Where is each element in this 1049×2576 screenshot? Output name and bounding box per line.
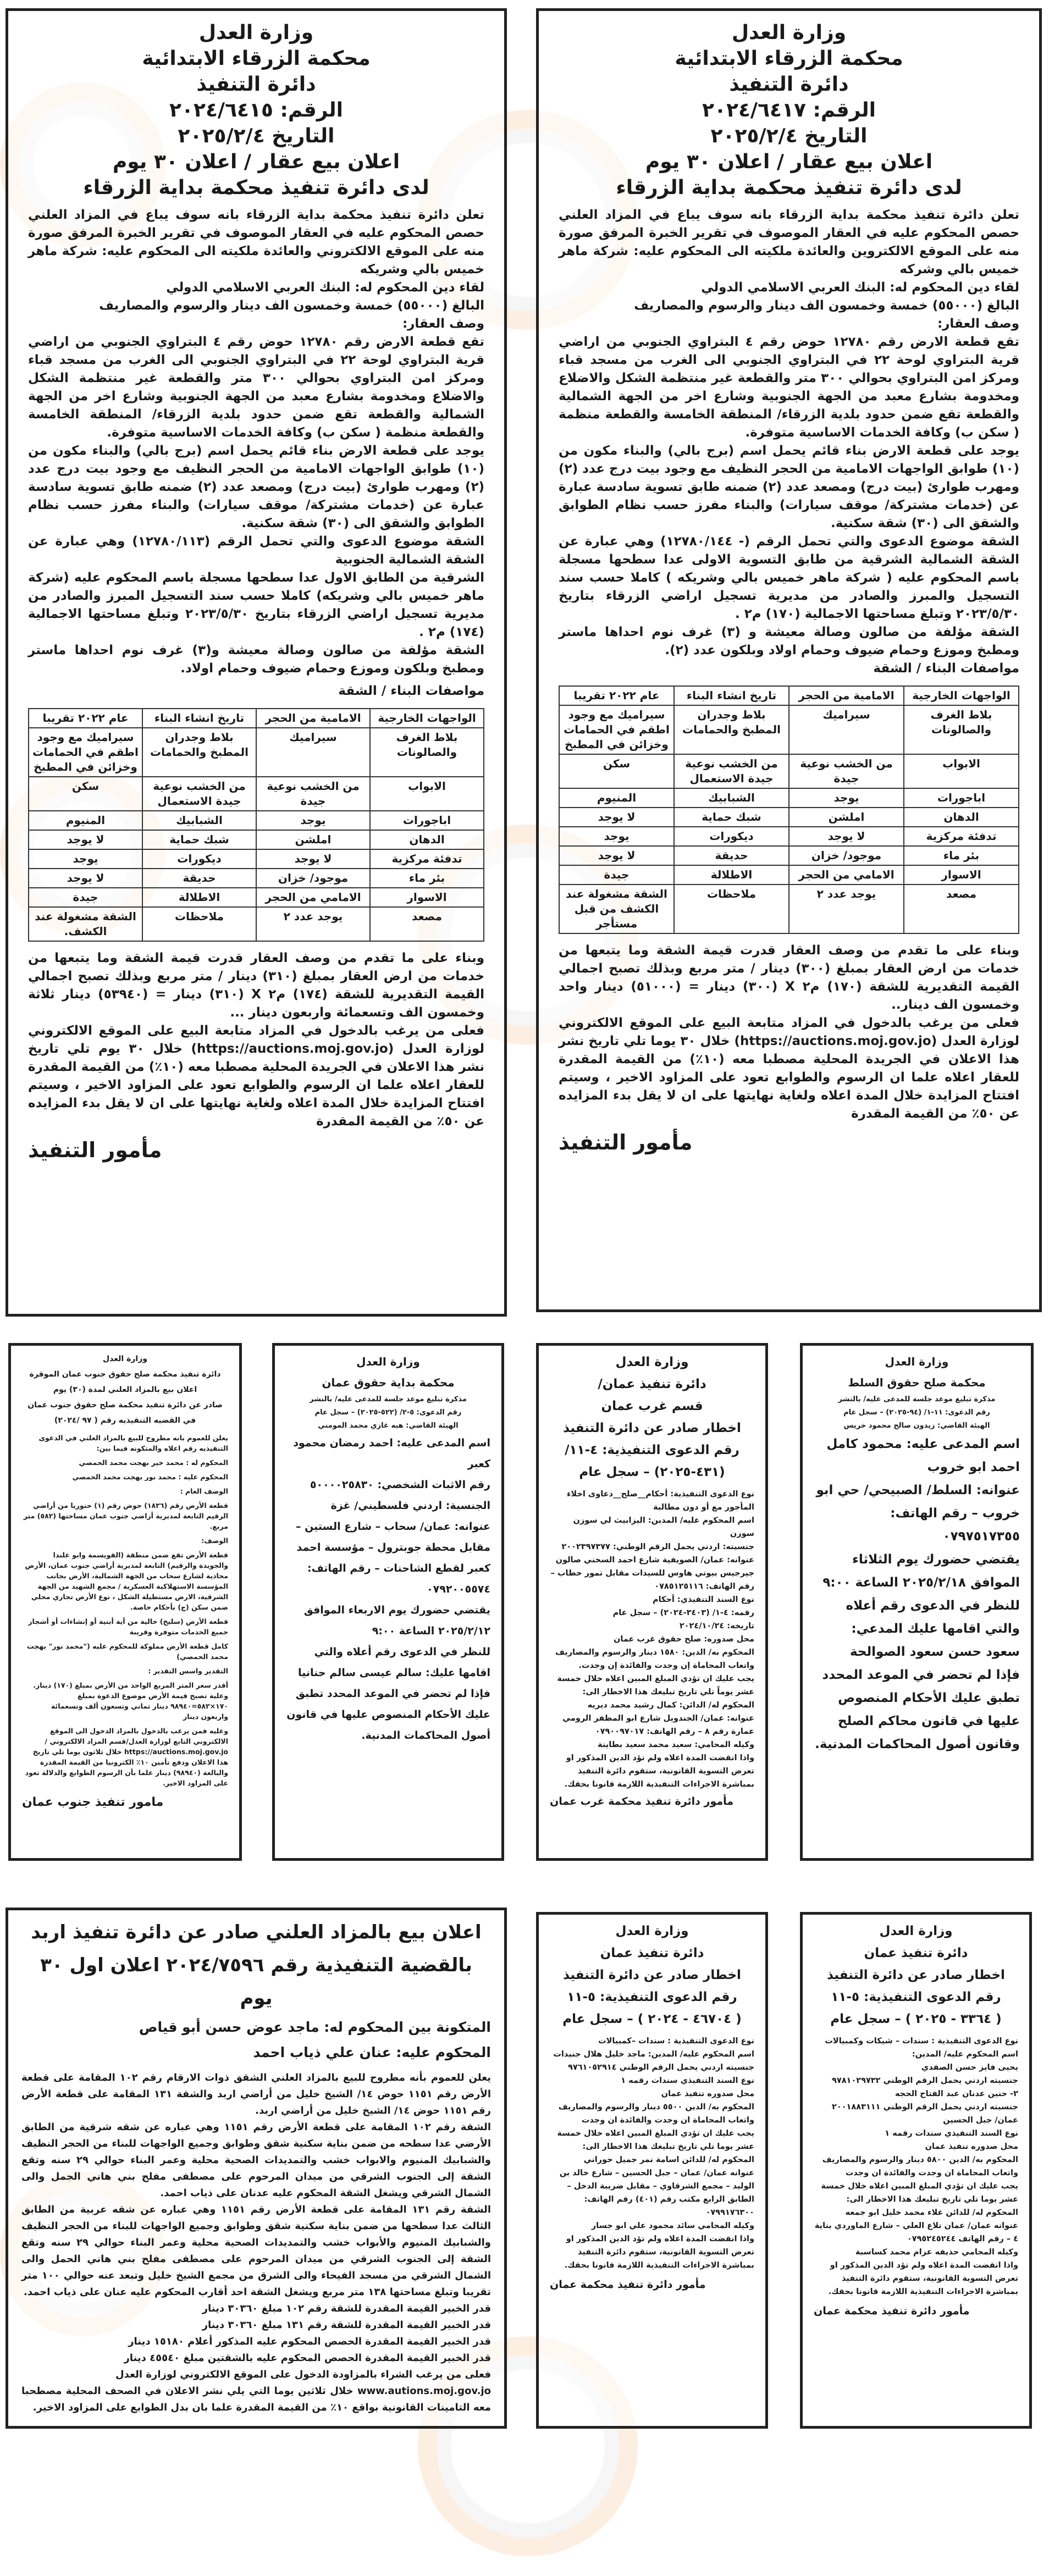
body-paragraphs	[22, 1433, 228, 1792]
body-paragraph: عنوانه عمان/ عمان – جبل الحسين – شارع خالد بن الوليد – مجمع الشرقاوي – مقابل ضريبة الدخل – الطابق الرابع مكتب رقم (٤٠١) رقم الهاتف: ٠٧٩٩١٧٦٣٠٠	[559, 2169, 754, 2217]
table-cell: املشن	[789, 808, 904, 827]
header-line: دائرة تنفيذ محكمة صلح حقوق جنوب عمان الموقرة	[29, 1370, 221, 1379]
body-paragraph: نوع الدعوى التنفيذية : سندات – شيكات وكمبيالات	[825, 2037, 1018, 2046]
body-paragraphs	[21, 2070, 491, 2416]
table-cell: الواجهات الخارجية	[370, 709, 484, 728]
header-line: محكمة صلح حقوق السلط	[848, 1376, 986, 1389]
body-paragraph: المحكوم عليه : محمد نور بهجت محمد الحمصي	[72, 1473, 228, 1481]
party-lines	[21, 2015, 491, 2065]
header-line: الرقم: ٢٠٢٤/٦٤١٧	[702, 99, 876, 121]
table-cell: من الخشب نوعية جيدة الاستعمال	[142, 777, 256, 811]
table-cell: شبك حماية	[674, 808, 789, 827]
signature: مامور تنفيذ جنوب عمان	[22, 1795, 164, 1809]
spec-title: مواصفات البناء / الشقة	[338, 684, 484, 698]
body-paragraph: عنوانه: عمان/ الجندويل شارع ابو المظفر الرومي عمارة رقم ٨ – رقم الهاتف: ٠٧٩٠٠٩٧٠١٧	[562, 1714, 754, 1736]
table-cell: الشبابيك	[674, 788, 789, 808]
table-cell: سكن	[29, 777, 142, 811]
table-cell: لا يوجد	[789, 827, 904, 846]
body-paragraph: وعليه فمن يرغب بالدخول بالمزاد الدخول الى الموقع الالكتروني التابع لوزارة العدل/قسم المزاد الالكتروني / https://auctions.moj.gov.jo خلال ثلاثون يوما تلي تاريخ هذا الاعلان ودفع تأمين ١٠٪ الكترونيا من القيمة المقدرة والبالغة (٩٨٩٤٠) دينار علما بأن الرسوم الطوابع والدلالة تعود على المزاود الاخير.	[25, 1727, 228, 1787]
table-cell: الاسوار	[370, 888, 484, 907]
body-paragraph: قطعة الأرض رقم (١٨٢٦) حوض رقم (١) حنوريا من أراضي الرقيم التابعة لمديرية أراضي جنوب عمان مساحتها (٥٨٢) متر مربع.	[23, 1501, 228, 1530]
table-row	[559, 846, 1019, 865]
table-row	[559, 808, 1019, 827]
header-line: الرقم: ٢٠٢٤/٦٤١٥	[169, 99, 343, 121]
body-paragraph: الشقة رقم ١٣١ المقامة على قطعة الأرض رقم ١١٥١ وهي عباره عن شقه عربية من الطابق الثالث عدا سطحها من ضمن بناية سكنية شقق وطوابق وجميع الواجهات للبناء من الحجر النظيف والشبابيك المنيوم والأبواب خشب والتمديدات الصحية محلية وعمر البناء حوالي ٢٩ سنه وتقع الشقة إلى الجنوب الشرقي من ميدان المرحوم على مصطفى مفلح بني هاني الحمل والى الشمال الشرقي من مسجد الفيحاء والى الشرق من مجمع الشيخ خليل وتبعد عنه حوالي ١٠٠ متر تقريبا وتبلغ مساحتها ١٣٨ متر مربع ويشغل الشقة احد أقارب المحكوم عليه عنان على ذياب احمد.	[21, 2204, 491, 2298]
body-paragraph: لقاء دين المحكوم له: البنك العربي الاسلامي الدولي	[166, 280, 484, 295]
body-paragraph: عنوانه: السلط/ الصبيحي/ حي ابو خروب – رقم الهاتف: ٠٧٩٧٥١٧٣٥٥	[816, 1483, 1020, 1544]
ad-south-amman	[8, 1343, 242, 1861]
header-line: اعلان بيع عقار / اعلان ٣٠ يوم	[112, 151, 400, 173]
body-paragraph: لقاء دين المحكوم له: البنك العربي الاسلامي الدولي	[701, 280, 1019, 295]
table-cell: سكن	[559, 754, 674, 788]
body-paragraph: قدر الخبير القيمة المقدرة للشقة رقم ١٠٢ مبلغ ٣٠٣٦٠ دينار	[202, 2303, 491, 2314]
header-line: اعلان بيع بالمزاد العلني لمدة (٣٠) يوم	[53, 1385, 197, 1394]
header-lines	[814, 1351, 1020, 1393]
table-row	[559, 686, 1019, 705]
body-paragraph: فإذا لم تحضر في الموعد المحدد تطبق عليك الأحكام المنصوص عليها في قانون أصول المحاكمات المدنية.	[286, 1688, 490, 1742]
header-line: دائرة تنفيذ عمان	[600, 1946, 704, 1960]
table-cell: بلاط الغرف والصالونات	[904, 705, 1019, 754]
ad-amman-3364	[800, 1912, 1032, 2429]
table-row	[29, 849, 484, 869]
table-cell: جيدة	[559, 865, 674, 885]
table-cell: الاطلالة	[674, 865, 789, 885]
body-paragraphs	[286, 1433, 490, 1746]
body-paragraphs	[814, 1433, 1020, 1756]
body-paragraph: الوصف العام :	[180, 1487, 228, 1495]
header-line: ( ٤٦٧٠٤ - ٢٠٢٤ ) – سجل عام	[562, 2012, 742, 2026]
table-cell: تاريخ انشاء البناء	[674, 686, 789, 705]
body-paragraph: الشرقية من الطابق الاول عدا سطحها مسجلة باسم المحكوم عليه (شركة ماهر خميس بالي وشريكه) كاملا حسب سند التسجيل المبرز والصادر من مديرية تسجيل اراضي الزرقاء بتاريخ ٢٠٢٣/٥/٣٠ وتبلغ مساحتها الاجمالية (١٧٤) م٢ .	[28, 571, 485, 639]
body-paragraph: المحكوم له/ الدائن: كمال رشيد محمد ديريه	[587, 1701, 754, 1710]
table-cell: لا يوجد	[256, 849, 370, 869]
intro-line: الهيئة القاضي: هبه غازي محمد المومني	[318, 1422, 459, 1430]
closing-paragraphs	[28, 949, 484, 1131]
body-paragraph: تقع قطعة الارض رقم ١٢٧٨٠ حوض رقم ٤ البتراوي الجنوبي من اراضي قرية البتراوي لوحة ٢٢ في البتراوي الجنوبي الى الغرب من مسجد قباء ومركز امن البتراوي بحوالي ٣٠٠ متر والقطعة غير منتظمة الشكل والاضلاع ومخدومة بشارع معبد من الجهة الجنوبية وشارع اخر من الجهة الشمالية والقطعة تقع ضمن حدود بلدية الزرقاء/ المنطقة الخامسة والقطعة منظمة ( سكن ب) وكافة الخدمات الاساسية متوفرة.	[28, 335, 484, 440]
table-cell: الاسوار	[904, 865, 1019, 885]
table-cell: اباجورات	[370, 811, 484, 830]
body-paragraphs	[550, 2035, 754, 2272]
body-paragraphs	[559, 206, 1019, 660]
body-paragraph: الشقة موضوع الدعوى والتي تحمل الرقم (- ١٢٧٨٠/١٤٤) وهي عبارة عن الشقة الشمالية الشرقية من طابق التسوية الاولى عدا سطحها مسجلة باسم المحكوم عليه ( شركة ماهر خميس بالي وشريكه ) كاملا حسب سند التسجيل والمبرز والصادر من مديرية تسجيل اراضي الزرقاء بتاريخ ٢٠٢٣/٥/٣٠ وتبلغ مساحتها الاجمالية (١٧٠) م٢ .	[559, 534, 1019, 621]
body-paragraph: الجنسية: اردني فلسطيني/ غزة	[330, 1500, 490, 1512]
header-line: اعلان بيع بالمزاد العلني صادر عن دائرة تنفيذ اربد	[31, 1921, 482, 1943]
table-row	[29, 869, 484, 888]
body-paragraph: ٢- حنين عدنان عبد الفتاح الحجه	[895, 2089, 1018, 2098]
intro-line: الهيئة القاضي: زيدون صالح محمود خريس	[843, 1422, 990, 1430]
signature: مأمور دائرة تنفيذ محكمة عمان	[550, 2279, 706, 2291]
closing-paragraphs	[559, 942, 1019, 1123]
table-cell: تدفئة مركزية	[904, 827, 1019, 846]
header-line: اخطار صادر عن دائرة التنفيذ	[827, 1968, 1005, 1982]
table-cell: عام ٢٠٢٢ تقريبا	[559, 686, 674, 705]
header-line: اعلان بيع عقار / اعلان ٣٠ يوم	[645, 151, 933, 173]
table-row	[29, 811, 484, 830]
header-line: اخطار صادر عن دائرة التنفيذ	[563, 1421, 741, 1435]
table-cell: الامامي من الحجر	[256, 888, 370, 907]
ad-zarqa-6415	[5, 8, 507, 1317]
table-row	[29, 777, 484, 811]
body-paragraph: قدر الخبير القيمة المقدرة الحصص المحكوم عليه بالشقتين مبلغ ٤٥٥٤٠ دينار	[124, 2352, 491, 2364]
table-cell: يوجد	[29, 849, 142, 869]
table-cell: بلاط وجدران المطبخ والحمامات	[674, 705, 789, 754]
table-row	[29, 830, 484, 849]
header-line: وزارة العدل	[885, 1355, 949, 1368]
body-paragraph: محل صدوره: صلح حقوق غرب عمان	[614, 1635, 754, 1644]
header-lines	[550, 1920, 754, 2030]
table-row	[559, 788, 1019, 808]
body-paragraph: فعلى من يرغب الشراء بالمزاودة الدخول على الموقع الالكتروني لوزارة العدل	[115, 2369, 491, 2380]
table-cell: الدهان	[904, 808, 1019, 827]
table-cell: المنيوم	[559, 788, 674, 808]
table-cell: لا يوجد	[29, 830, 142, 849]
table-cell: يوجد	[789, 788, 904, 808]
header-line: وزارة العدل	[103, 1355, 147, 1363]
body-paragraph: تقع قطعة الارض رقم ١٢٧٨٠ حوض رقم ٤ البتراوي الجنوبي من اراضي قرية البتراوي لوحة ٢٢ في البتراوي الجنوبي الى الغرب من مسجد قباء ومركز امن البتراوي بحوالي ٣٠٠ متر والقطعة غير منتظمة الشكل والاضلاع ومخدومة بشارع معبد من الجهة الجنوبية وشارع اخر من الجهة الشمالية والقطعة تقع ضمن حدود بلدية الزرقاء/ المنطقة الخامسة والقطعة منظمة ( سكن ب) وكافة الخدمات الاساسية متوفرة.	[559, 335, 1019, 440]
table-row	[559, 865, 1019, 885]
body-paragraph: اسم المحكوم عليه/ المدين: ماجد خليل هلال جنيدات	[553, 2050, 754, 2059]
table-cell: الابواب	[904, 754, 1019, 788]
body-paragraph: يوجد على قطعة الارض بناء قائم يحمل اسم (برج بالي) والبناء مكون من (١٠) طوابق الواجهات الامامية من الحجر النظيف مع وجود بيت درج عدد (٢) ومهرب طوارئ (بيت درج) ومصعد عدد (٢) ضمنه طابق تسوية سادسة عبارة عن (خدمات مشتركة/ موقف سيارات) والبناء مفرز حسب نظام الطوابق والشقق الى (٣٠) شقة سكنية.	[559, 444, 1019, 530]
body-paragraph: نوع الدعوى التنفيذية: أحكام__صلح__دعاوى اخلاء المأجور مع أو دون مطالبة	[567, 1490, 754, 1512]
header-line: دائرة التنفيذ	[729, 73, 849, 96]
body-paragraph: جنسيته: اردني يحمل الرقم الوطني: ٢٠٠٢٣٩٧٣٧٧	[561, 1543, 754, 1551]
body-paragraph: واذا انقضت المدة اعلاه ولم تؤد الدين المذكور او تعرض التسوية القانونية، ستقوم دائرة التنفيذ بمباشرة الاجراءات التنفيذية اللازمة قانونا بحقك.	[564, 2235, 754, 2270]
signature: مأمور التنفيذ	[28, 1138, 162, 1162]
body-paragraph: تعلن دائرة تنفيذ محكمة بداية الزرقاء بانه سوف يباع في المزاد العلني حصص المحكوم عليه في العقار الموصوف في تقرير الخبرة المرفق صورة منه على الموقع الالكتروين والعائدة ملكيته الى المحكوم عليه: شركة ماهر خميس بالي وشركه	[559, 208, 1019, 277]
body-paragraph: اسم المدعى عليه: محمود كامل احمد ابو خروب	[826, 1437, 1020, 1474]
header-line: وزارة العدل	[198, 21, 314, 44]
spec-title: مواصفات البناء / الشقة	[873, 661, 1019, 676]
header-line: بالقضية التنفيذية رقم ٢٠٢٤/٧٥٩٦ اعلان اول ٣٠ يوم	[40, 1954, 472, 2009]
table-cell: ديكورات	[142, 849, 256, 869]
body-paragraph: الوصف:	[201, 1536, 228, 1545]
table-row	[559, 827, 1019, 846]
body-paragraph: يقتضي حضورك يوم الاربعاء الموافق ٢٠٢٥/٢/١٢ الساعة ٩:٠٠	[303, 1604, 490, 1637]
body-paragraph: وصف العقار:	[402, 317, 484, 331]
header-line: وزارة العدل	[615, 1924, 689, 1938]
intro-line: مذكرة تبليغ موعد جلسة للمدعى عليه/ بالنشر	[838, 1395, 996, 1403]
table-cell: مصعد	[370, 907, 484, 941]
header-line: وزارة العدل	[879, 1924, 953, 1938]
header-line: وزارة العدل	[615, 1355, 689, 1369]
table-cell: الشبابيك	[142, 811, 256, 830]
header-line: وزارة العدل	[731, 21, 847, 44]
header-line: لدى دائرة تنفيذ محكمة بداية الزرقاء	[616, 176, 962, 199]
closing-paragraph: وبناء على ما تقدم من وصف العقار قدرت قيمة الشقة وما يتبعها من خدمات من ارض العقار بمبلغ (٣١٠) دينار / متر مربع وبذلك تصبح اجمالي القيمة التقديرية للشقة (١٧٤) م٢ X (٣١٠) دينار = (٥٣٩٤٠) دينار ثلاثة وخمسون الف وتسعمائة واربعون دينار ...	[28, 951, 484, 1020]
body-paragraph: جنسيته اردني يحمل الرقم الوطني ٩٧٦١٠٥٢٩١٤	[568, 2063, 754, 2072]
body-paragraphs	[550, 1488, 754, 1791]
table-cell: الامامية من الحجر	[256, 709, 370, 728]
table-cell: موجود/ خزان	[789, 846, 904, 865]
signature: مأمور دائرة تنفيذ محكمة غرب عمان	[550, 1795, 734, 1807]
body-paragraph: اسم المحكوم عليه/ المدين: اليزابيث لي سوزن سوزن	[573, 1516, 754, 1538]
intro-line: رقم الدعوى: ١١-١/ (٩٤-٢٠٢٥) – سجل عام	[843, 1408, 990, 1417]
table-cell: من الخشب نوعية جيدة الاستعمال	[674, 754, 789, 788]
body-paragraph: الشقة رقم ١٠٢ المقامة على قطعة الأرض رقم ١١٥١ وهي عباره عن شقه شرقية من الطابق الأرضي عدا سطحه من ضمن بناية سكنية شقق وطوابق وجميع الواجهات للبناء من الحجر النظيف والشبابيك المنيوم والابواب خشب والتمديدات الصحية محلية وعمر البناء حوالي ٢٩ سنه وتقع الشقة إلى الجنوب الشرقي من ميدان المرحوم على مصطفى مفلح بني هاني الجمل والى الشمال الشرقي ويشغل الشقة المحكوم عليه عدنان على ذياب احمد.	[21, 2121, 491, 2199]
table-cell: موجود/ خزان	[256, 869, 370, 888]
header-line: اخطار صادر عن دائرة التنفيذ	[563, 1968, 741, 1982]
intro-lines	[286, 1393, 490, 1433]
body-paragraph: عنوانه: عمان/ سحاب – شارع الستين – مقابل محطة جوبترول – مؤسسة احمد كعبر لقطع الشاحنات – رقم الهاتف: ٠٧٩٢٠٠٥٥٧٤	[295, 1521, 490, 1595]
header-line: محكمة الزرقاء الابتدائية	[142, 47, 371, 70]
body-paragraph: تاريخه: ٢٠٢٤/١٠/٢٤	[679, 1622, 754, 1630]
specs-table	[28, 708, 484, 942]
closing-paragraph: فعلى من يرغب بالدخول في المزاد متابعة البيع على الموقع الالكتروني لوزارة العدل (https://auctions.moj.gov.jo) خلال ٣٠ يوم تلي تاريخ نشر هذا الاعلان في الجريدة المحلية مصطبا معه (١٠٪) من القيمة المقدرة للعقار اعلاه علما ان الرسوم والطوابع تعود على المزاود الاخير ، وسيتم افتتاح المزايدة خلال المدة اعلاه ولغاية نهايتها على ان لا يقل بدء المزايده عن ٥٠٪ من القيمة المقدرة	[28, 1024, 484, 1129]
body-paragraph: محل صدوره تنفيذ عمان	[661, 2089, 754, 2098]
body-paragraph: اسم المدعى عليه: احمد رمضان محمود كعبر	[293, 1437, 490, 1470]
body-paragraphs	[814, 2035, 1018, 2298]
table-cell: ملاحظات	[674, 885, 789, 933]
header-line: محكمة الزرقاء الابتدائية	[675, 47, 903, 70]
table-cell: بلاط الغرف والصالونات	[370, 728, 484, 777]
body-paragraph: للنظر في الدعوى رقم أعلاه والتي اقامها عليك: سالم عيسى سالم حنانيا	[298, 1646, 490, 1679]
table-cell: الاطلالة	[142, 888, 256, 907]
body-paragraph: يجب عليك ان تؤدي المبلغ المبين اعلاه خلال خمسة عشر يوما تلي تاريخ تبليغك هذا الاخطار الى:	[821, 2182, 1018, 2204]
body-paragraph: وكيله المحامي: سعيد محمد سعيد بطاينة	[598, 1740, 754, 1749]
table-row	[29, 728, 484, 777]
header-lines	[286, 1351, 490, 1393]
table-cell: اباجورات	[904, 788, 1019, 808]
table-row	[559, 885, 1019, 933]
header-line: دائرة تنفيذ عمان	[864, 1946, 968, 1960]
table-cell: عام ٢٠٢٢ تقريبا	[29, 709, 142, 728]
intro-line: رقم الدعوى: ٥-٢/ (٥٢٢-٢٠٢٥) – سجل عام	[314, 1408, 462, 1417]
table-cell: من الخشب نوعية جيدة	[789, 754, 904, 788]
table-cell: من الخشب نوعية جيدة	[256, 777, 370, 811]
table-cell: سيراميك	[256, 728, 370, 777]
ad-salt-court	[800, 1343, 1034, 1861]
body-paragraph: اسم المحكوم عليه/ المدين:	[912, 2050, 1018, 2059]
table-cell: بئر ماء	[904, 846, 1019, 865]
body-paragraph: أقدر سعر المتر المربع الواحد من الأرض بمبلغ (١٧٠) دينار. وعلية تصبح قيمة الأرض موضوع الدعوة بمبلغ ١٧٠×٥٨٢=٩٨٩٤٠ دينار ثماني وتسعون ألف وتسعمائة واربعون دينار	[33, 1681, 228, 1721]
table-cell: سيراميك	[789, 705, 904, 754]
ad-zarqa-6417	[536, 8, 1042, 1312]
body-paragraph: نوع السند التنفيذي سندات رقمه ١	[621, 2076, 754, 2085]
table-cell: لا يوجد	[559, 808, 674, 827]
body-paragraph: فإذا لم تحضر في الموعد المحدد تطبق عليك الأحكام المنصوص عليها في قانون محاكم الصلح وقانون أصول المحاكمات المدنية.	[815, 1668, 1020, 1751]
header-line: (٤٣١-٢٠٢٥) – سجل عام	[579, 1465, 725, 1479]
body-paragraph: المحكوم له : محمد خير بهجت محمد الحمصي	[79, 1458, 228, 1467]
body-paragraph: قطعة الأرض تقع ضمن منطقة (القويسمة وابو علندا والجويدة والرقيم) التابعة لمديرية أراضي جنوب عمان، الأرض محاذية لشارع سحاب من الجهة الشمالية، الأرض بجانب المؤسسة الاستهلاكية العسكرية / مجمع الشهيد من الجهة الشرقية، الارض مستطيلة الشكل ، نوع الأرض تجاري محلي ضمن سكن (ج) بأحكام خاصة.	[25, 1551, 228, 1611]
ad-amman-46704	[536, 1912, 768, 2429]
body-paragraphs	[28, 206, 484, 678]
table-cell: الامامي من الحجر	[789, 865, 904, 885]
body-paragraph: كامل قطعة الأرض مملوكة للمحكوم عليه ("محمد نور" بهجت محمد الحمصي)	[27, 1642, 228, 1661]
body-paragraph: يوجد على قطعة الارض بناء قائم يحمل اسم (برج بالي) والبناء مكون من (١٠) طوابق الواجهات الامامية من الحجر النظيف مع وجود بيت درج عدد (٢) ومهرب طوارئ (بيت درج) ومصعد عدد (٢) ضمنه طابق تسوية سادسة عبارة عن (خدمات مشتركة/ موقف سيارات) والبناء مفرز حسب نظام الطوابق والشقق الى (٣٠) شقة سكنية.	[28, 444, 485, 530]
table-row	[29, 888, 484, 907]
table-cell: ملاحظات	[142, 907, 256, 941]
intro-line: مذكرة تبليغ موعد جلسة للمدعى عليه/ بالنشر	[310, 1395, 467, 1403]
table-cell: سيراميك مع وجود اطقم في الحمامات وخزائن في المطبخ	[29, 728, 142, 777]
body-paragraph: البالغ (٥٥٠٠٠) خمسة وخمسون الف دينار والرسوم والمصاريف	[634, 298, 1019, 313]
body-paragraph: يجب عليك ان تؤدي المبلغ المبين اعلاه خلال خمسة عشر يوماً تلي تاريخ تبليغك هذا الاخطار الى:	[557, 1674, 754, 1696]
body-paragraph: يقتضي حضورك يوم الثلاثاء الموافق ٢٠٢٥/٢/١٨ الساعة ٩:٠٠ للنظر في الدعوى رقم أعلاه والتي اقامها عليك المدعي: سعود حسن سعود الصوالحة	[822, 1552, 1020, 1659]
body-paragraph: جنسيته اردني يحمل الرقم الوطني ٢٠٠١٨٨٣١١١	[832, 2103, 1018, 2111]
body-paragraph: المحكوم به/ الدين: ١٥٨٠ دينار والرسوم والمصاريف واتعاب المحاماة إن وجدت والفائدة إن وجدت.	[555, 1648, 754, 1670]
table-cell: سيراميك مع وجود اطقم في الحمامات وخزائن في المطبخ	[559, 705, 674, 754]
body-paragraph: محل صدوره تنفيذ عمان	[925, 2142, 1018, 2151]
table-row	[559, 754, 1019, 788]
specs-table	[559, 686, 1019, 934]
body-paragraph: واذا انقضت المدة اعلاه ولم تؤد الدين المذكور او تعرض التسوية القانونية، ستقوم دائرة التنفيذ بمباشرة الاجراءات التنفيذية اللازمة قانونا بحقك.	[828, 2261, 1018, 2296]
header-lines	[559, 20, 1019, 201]
body-paragraph: عنوانه: عمان/ الصويفية شارع احمد السخني صالون جيرجيس بيوتي هاوس للسيدات مقابل تمور خطاب – رقم الهاتف: ٠٧٨٥١٢٥١١٦	[550, 1556, 754, 1591]
table-cell: الدهان	[370, 830, 484, 849]
header-line: في القضيه التنفيذيه رقم ( ٩٧ /٢٠٢٤)	[54, 1416, 196, 1425]
body-paragraph: جنسيته اردني يحمل الرقم الوطني ٩٧٨١٠٢٩٧٣٢	[832, 2076, 1018, 2085]
table-cell: الشقة مشغولة عند الكشف من قبل مستأجر	[559, 885, 674, 933]
body-paragraph: تعلن دائرة تنفيذ محكمة بداية الزرقاء بانه سوف يباع في المزاد العلني حصص المحكوم عليه في العقار الموصوف في تقرير الخبرة المرفق صورة منه على الموقع الالكتروني والعائدة ملكيته الى المحكوم عليه: شركة ماهر خميس بالي وشريكه	[28, 208, 484, 277]
body-paragraph: وكيله المحامي سائد محمود علي ابو جسار	[591, 2221, 754, 2230]
signature: مأمور دائرة تنفيذ محكمة عمان	[814, 2305, 970, 2317]
body-paragraph: يعلن للعموم بانه مطروح للبيع بالمزاد العلني في الدعوى التنفيذيه رقم اعلاه والمتكونه فيما بين:	[38, 1434, 228, 1452]
table-cell: بلاط وجدران المطبخ والحمامات	[142, 728, 256, 777]
header-line: التاريخ ٢٠٢٥/٢/٤	[710, 125, 868, 147]
header-lines	[814, 1920, 1018, 2030]
ad-amman-first-instance	[272, 1343, 504, 1861]
table-cell: الشقة مشغولة عند الكشف.	[29, 907, 142, 941]
body-paragraph: الشقة موضوع الدعوى والتي تحمل الرقم (١٢٧٨٠/١١٣) وهي عبارة عن الشقة الشمالية الجنوبية	[28, 534, 485, 567]
header-line: وزارة العدل	[356, 1355, 420, 1368]
table-cell: الامامية من الحجر	[789, 686, 904, 705]
header-line: رقم الدعوى التنفيذية: ٥-١١	[567, 1990, 737, 2004]
body-paragraph: نوع السند التنفيذي: أحكام	[652, 1595, 754, 1604]
header-line: دائرة تنفيذ عمان/	[598, 1377, 706, 1391]
header-line: قسم غرب عمان	[601, 1399, 703, 1413]
table-cell: الابواب	[370, 777, 484, 811]
table-cell: تاريخ انشاء البناء	[142, 709, 256, 728]
table-cell: مصعد	[904, 885, 1019, 933]
body-paragraph: المحكوم به/ الدين ٥٥٠٠ دينار والرسوم والمصاريف واتعاب المحاماة ان وجدت والفائدة ان وجدت	[558, 2103, 754, 2125]
header-lines	[21, 1916, 491, 2015]
body-paragraph: يعلن للعموم بأنه مطروح للبيع بالمزاد العلني الشقق ذوات الارقام رقم ١٠٢ المقامة على قطعة الأرض رقم ١١٥١ حوض ١٤/ الشيخ خليل من أراضي اربد والشقة ١٣١ المقامة على قطعة الأرض رقم ١١٥١ حوض ١٤/ الشيخ خليل من أراضي اربد.	[21, 2072, 491, 2116]
body-paragraph: المحكوم له/ للدائن اسامة نمر جميل حوراني	[583, 2155, 754, 2164]
ad-irbid	[5, 1908, 507, 2429]
table-cell: الواجهات الخارجية	[904, 686, 1019, 705]
header-line: ( ٣٣٦٤ - ٢٠٢٥ ) – سجل عام	[830, 2012, 1002, 2026]
body-paragraph: رقم الاثبات الشخصي: ٥٠٠٠٠٢٥٨٣٠	[310, 1479, 490, 1491]
body-paragraph: قدر الخبير القيمة المقدرة للشقة رقم ١٣١ مبلغ ٣٠٣٦٠ دينار	[202, 2319, 491, 2331]
table-cell: لا يوجد	[559, 846, 674, 865]
body-paragraph: قدر الخبير القيمة المقدرة الحصص المحكوم عليه المذكور أعلام ١٥١٨٠ دينار	[128, 2336, 491, 2347]
table-cell: ديكورات	[674, 827, 789, 846]
table-row	[559, 705, 1019, 754]
table-cell: بئر ماء	[370, 869, 484, 888]
body-paragraph: عنوانه عمان/ عمان تلاع العلي – شارع الماوردي بناية ٤ – رقم الهاتف ٠٧٩٥٢٤٥٢٤٤	[814, 2221, 1018, 2243]
table-row	[29, 709, 484, 728]
body-paragraph: البالغ (٥٥٠٠٠) خمسة وخمسون الف دينار والرسوم والمصاريف	[99, 298, 484, 313]
closing-paragraph: فعلى من يرغب بالدخول في المزاد متابعة البيع على الموقع الالكتروني لوزارة العدل (https://auctions.moj.gov.jo) خلال ٣٠ يوما تلي تاريخ نشر هذا الاعلان في الجريدة المحلية مصطبا معه (١٠٪) من القيمة المقدرة للعقار اعلاه علما ان الرسوم والطوابع تعود على المزاود الاخير ، وسيتم افتتاح المزايدة خلال المدة اعلاه ولغاية نهايتها على ان لا يقل بدء المزايده عن ٥٠٪ من القيمة المقدرة	[559, 1016, 1020, 1121]
header-line: لدى دائرة تنفيذ محكمة بداية الزرقاء	[83, 176, 429, 199]
body-paragraph: المحكوم له/ للدائن علاء محمد خليل ابو جمعه	[845, 2208, 1018, 2217]
table-cell: لا يوجد	[29, 869, 142, 888]
intro-lines	[814, 1393, 1020, 1433]
body-paragraph: واذا انقضت المدة اعلاه ولم تؤد الدين المذكور او تعرض التسوية القانونية، ستقوم دائرة التنفيذ بمباشرة الاجراءات التنفيذية اللازمة قانونا بحقك.	[564, 1754, 754, 1789]
table-cell: حديقة	[674, 846, 789, 865]
header-line: صادر عن دائرة تنفيذ محكمة صلح حقوق جنوب عمان	[27, 1401, 223, 1409]
header-lines	[550, 1351, 754, 1483]
table-cell: املشن	[256, 830, 370, 849]
table-cell: حديقة	[142, 869, 256, 888]
party-line: المحكوم عليه: عنان علي ذياب احمد	[253, 2044, 491, 2060]
header-line: دائرة التنفيذ	[196, 73, 316, 96]
table-cell: جيدة	[29, 888, 142, 907]
ad-west-amman	[536, 1343, 768, 1861]
body-paragraph: قطعة الأرض (سليخ) خالية من أية أبنية أو إنشاءات أو أشجار جميع الخدمات متوفرة وقريبة	[28, 1617, 228, 1636]
table-cell: يوجد عدد ٢	[256, 907, 370, 941]
body-paragraph: وصف العقار:	[937, 317, 1019, 331]
body-paragraph: الشقة مؤلفة من صالون وصالة معيشة و(٣) غرف نوم احداها ماستر ومطبخ وبلكون وموزع وحمام ضيوف وحمام اولاد.	[28, 643, 484, 676]
header-line: رقم الدعوى التنفيذية: ٤-١١/	[565, 1443, 739, 1457]
body-paragraph: عمان/ جبل الحسين	[943, 2116, 1018, 2125]
signature: مأمور التنفيذ	[559, 1130, 693, 1154]
body-paragraph: يجب عليك ان تؤدي المبلغ المبين اعلاه خلال خمسة عشر يوما تلي تاريخ تبليغك هذا الاخطار الى:	[557, 2129, 754, 2151]
table-cell: شبك حماية	[142, 830, 256, 849]
header-line: رقم الدعوى التنفيذية: ٥-١١	[831, 1990, 1001, 2004]
table-cell: يوجد عدد ٢	[789, 885, 904, 933]
header-lines	[28, 20, 484, 201]
header-lines	[22, 1351, 228, 1428]
table-cell: تدفئة مركزية	[370, 849, 484, 869]
body-paragraph: نوع السند التنفيذي سندات رقمه ١	[885, 2129, 1018, 2138]
table-cell: يوجد	[559, 827, 674, 846]
body-paragraph: وكيله المحامي حذيفه عزام محمد كساسبة	[855, 2248, 1018, 2257]
party-line: المتكونة بين المحكوم له: ماجد عوض حسن أبو قياص	[139, 2019, 491, 2035]
body-paragraph: نوع الدعوى التنفيذية : سندات –كمبيالات	[598, 2037, 754, 2046]
table-cell: المنيوم	[29, 811, 142, 830]
body-paragraph: www.autions.moj.gov.jo خلال ثلاثين يوما التي يلي نشر الاعلان في الصحف المحلية مصطحبا معه التامينات القانونية بواقع ١٠٪ من القيمة المقدرة علما بان بدل الطوابع على المزاود الاخير.	[21, 2385, 491, 2413]
body-paragraph: رقمه: ٤-١/ (٣٤٠٣-٢٠٢٤) – سجل عام	[612, 1608, 754, 1617]
body-paragraph: المحكوم به/ الدين ٥٨٠٠ دينار والرسوم والمصاريف واتعاب المحاماة ان وجدت والفائدة ان وجدت	[822, 2155, 1018, 2177]
table-cell: يوجد	[256, 811, 370, 830]
table-row	[29, 907, 484, 941]
body-paragraph: التقدير واسس التقدير :	[148, 1667, 228, 1675]
header-line: التاريخ ٢٠٢٥/٢/٤	[178, 125, 335, 147]
body-paragraph: يحيى فايز حسن الصفدي	[921, 2063, 1018, 2072]
body-paragraph: الشقة مؤلفة من صالون وصالة معيشة و (٣) غرف نوم احداها ماستر ومطبخ وموزع وحمام ضيوف وحمام اولاد وبلكون عدد (٢).	[559, 625, 1019, 657]
header-line: محكمة بداية حقوق عمان	[322, 1376, 455, 1389]
closing-paragraph: وبناء على ما تقدم من وصف العقار قدرت قيمة الشقة وما يتبعها من خدمات من ارض العقار بمبلغ (٣٠٠) دينار / متر مربع وبذلك تصبح اجمالي القيمة التقديرية للشقة (١٧٠) م٢ X (٣٠٠) دينار = (٥١٠٠٠) دينار واحد وخمسون الف دينار..	[559, 943, 1019, 1012]
